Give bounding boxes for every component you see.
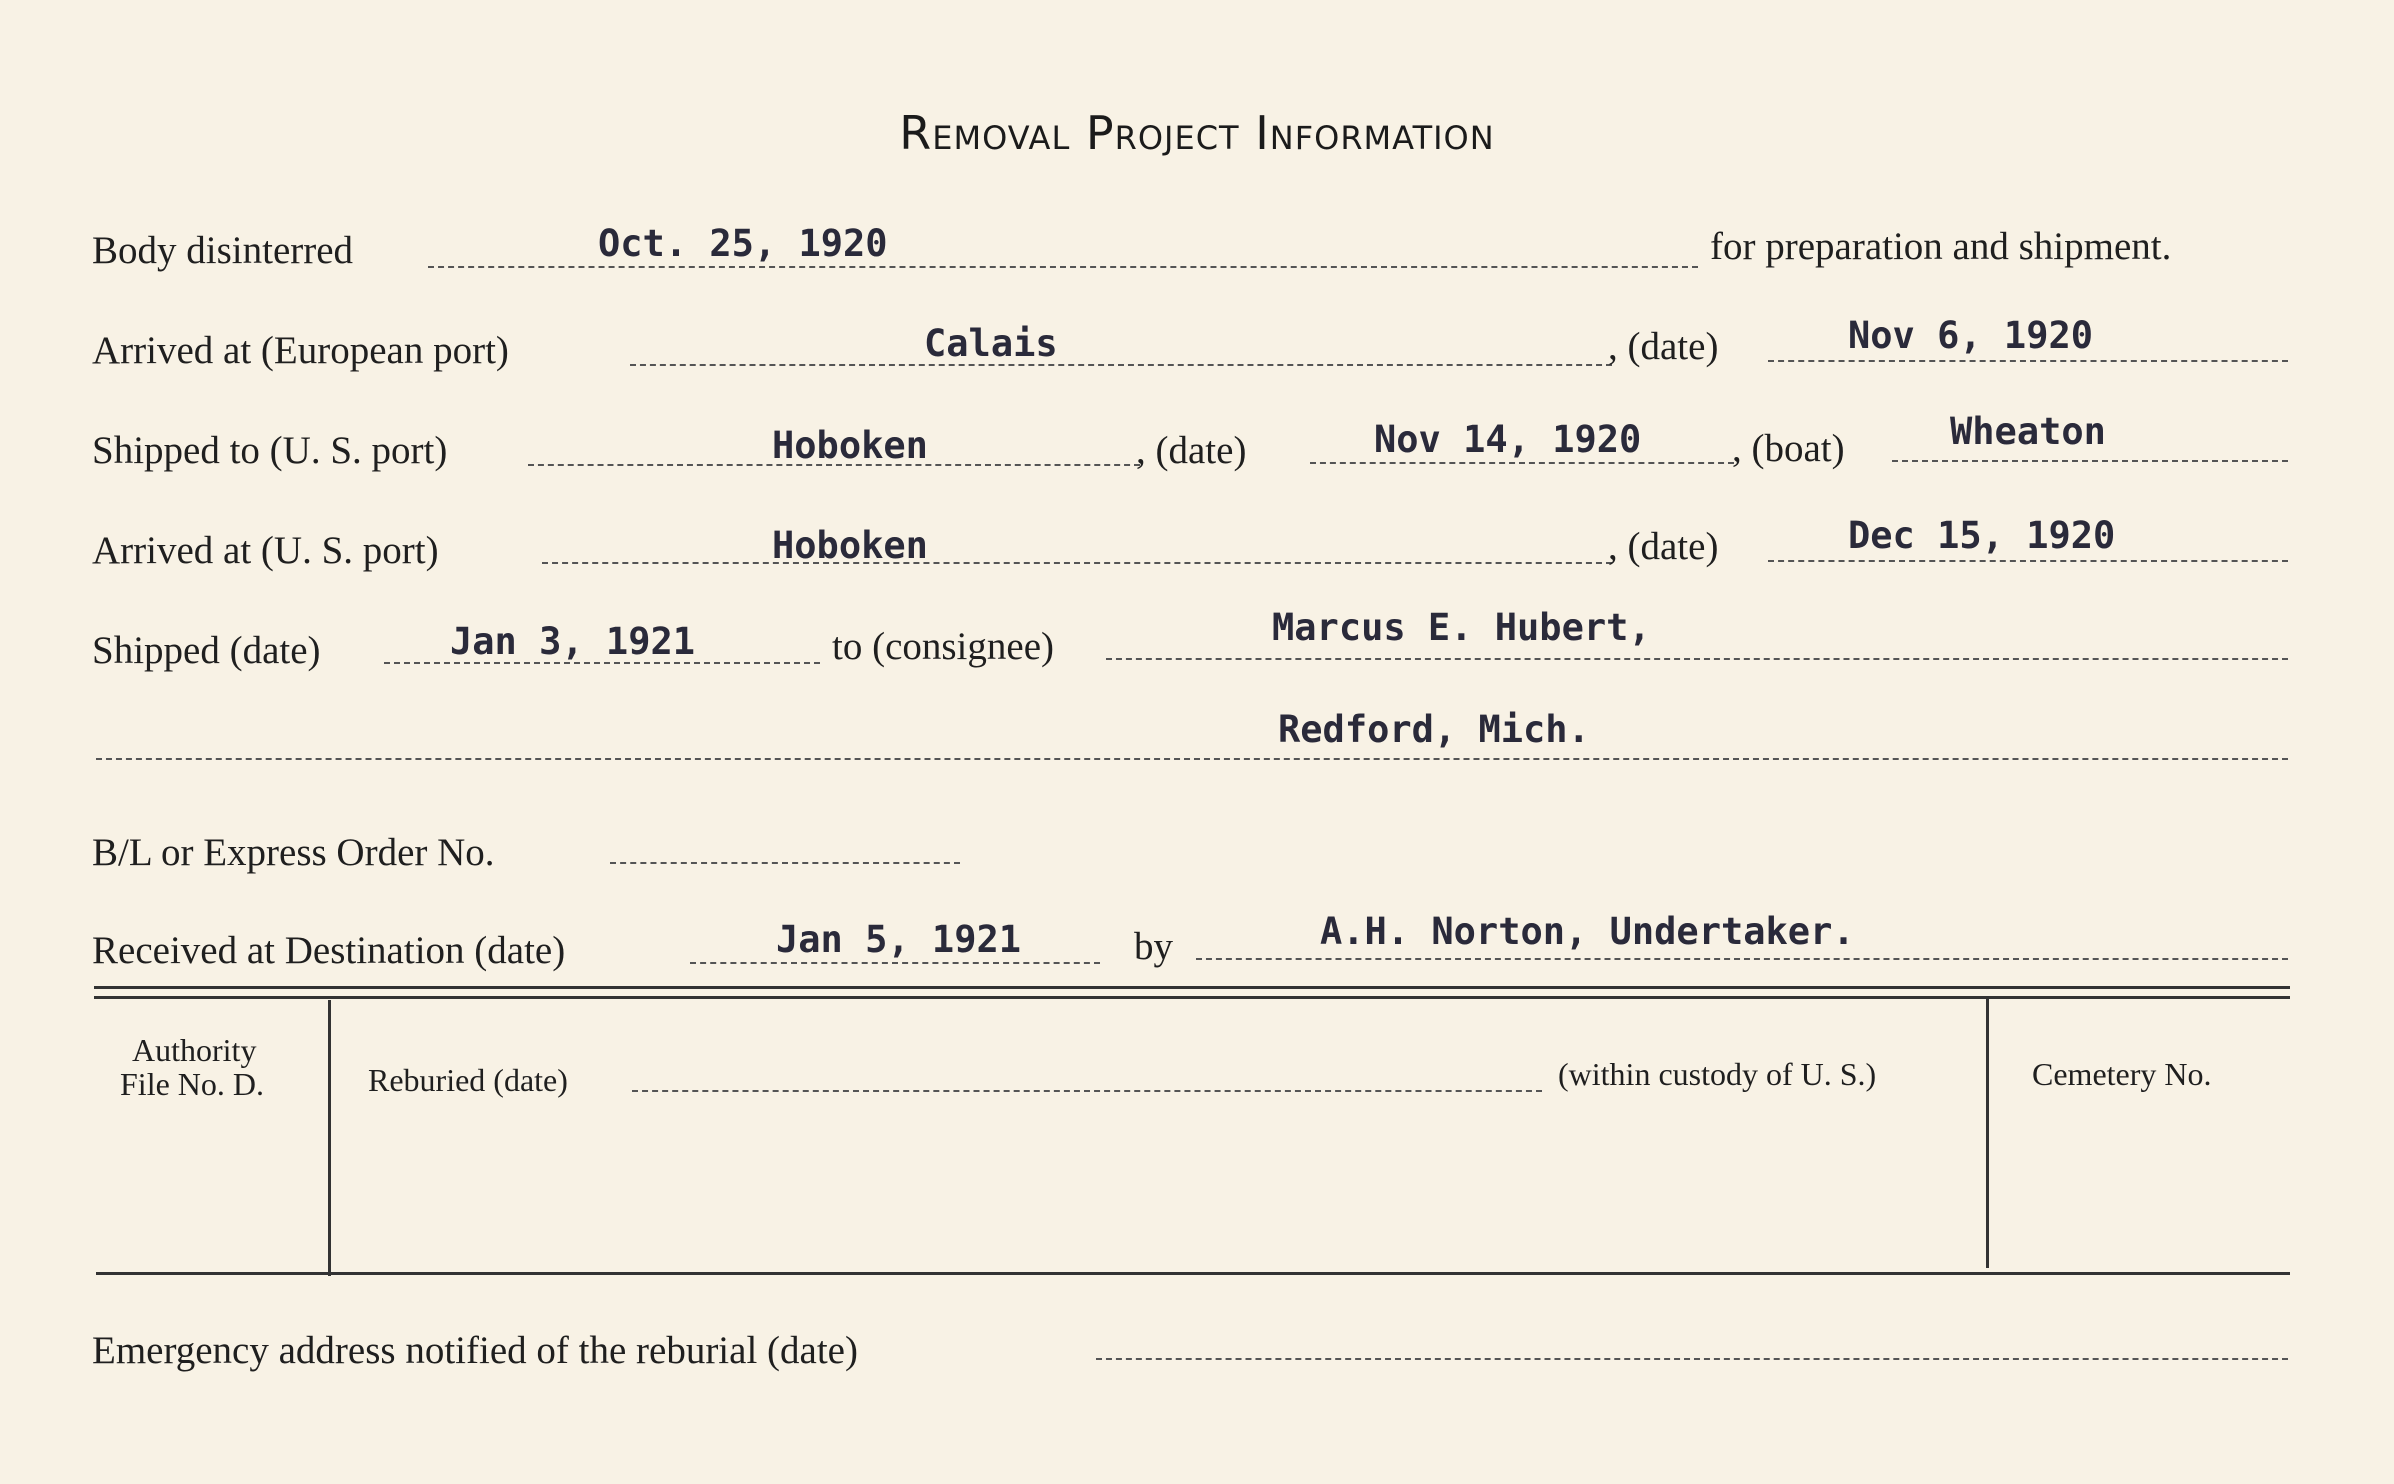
body-disinterred-label: Body disinterred <box>92 229 354 272</box>
arrived-us-date-label: , (date) <box>1608 525 1719 568</box>
bl-order-label: B/L or Express Order No. <box>92 831 495 874</box>
arrived-us-line <box>542 562 1612 564</box>
emergency-line <box>1096 1358 2288 1360</box>
shipped-us-date-line <box>1310 462 1734 464</box>
received-by-line <box>1196 958 2288 960</box>
shipped-us-date: Nov 14, 1920 <box>1374 418 1642 461</box>
arrived-us-date-line <box>1768 560 2288 562</box>
received-value: Jan 5, 1921 <box>776 918 1022 961</box>
emergency-label: Emergency address notified of the reburial (date) <box>92 1329 858 1372</box>
shipped-us-boat-label: , (boat) <box>1732 427 1845 470</box>
body-disinterred-line <box>428 266 1698 268</box>
arrived-us-date: Dec 15, 1920 <box>1848 514 2116 557</box>
shipped-date-label: Shipped (date) <box>92 629 321 672</box>
body-disinterred-value: Oct. 25, 1920 <box>598 222 888 265</box>
shipped-us-value: Hoboken <box>772 424 928 467</box>
arrived-european-line <box>630 364 1612 366</box>
page-title: Removal Project Information <box>899 106 1495 160</box>
arrived-european-date: Nov 6, 1920 <box>1848 314 2094 357</box>
consignee-line <box>1106 658 2288 660</box>
double-rule-bottom <box>94 996 2290 999</box>
double-rule-top <box>94 986 2290 989</box>
authority-label-1: Authority <box>132 1032 257 1068</box>
shipped-us-boat: Wheaton <box>1950 410 2106 453</box>
box-bottom-rule <box>96 1272 2290 1275</box>
box-divider-right <box>1986 996 1989 1268</box>
body-disinterred-suffix: for preparation and shipment. <box>1710 225 2172 268</box>
received-label: Received at Destination (date) <box>92 929 566 972</box>
box-divider-left <box>328 1000 331 1276</box>
consignee-value: Marcus E. Hubert, <box>1272 606 1651 649</box>
received-line <box>690 962 1100 964</box>
cemetery-label: Cemetery No. <box>2032 1056 2212 1092</box>
reburied-label: Reburied (date) <box>368 1062 568 1098</box>
bl-order-line <box>610 862 960 864</box>
arrived-european-value: Calais <box>924 322 1058 365</box>
arrived-european-date-line <box>1768 360 2288 362</box>
received-by-value: A.H. Norton, Undertaker. <box>1320 910 1855 953</box>
arrived-european-date-label: , (date) <box>1608 325 1719 368</box>
arrived-us-value: Hoboken <box>772 524 928 567</box>
shipped-us-boat-line <box>1892 460 2288 462</box>
arrived-us-label: Arrived at (U. S. port) <box>92 529 439 572</box>
consignee-value-line2: Redford, Mich. <box>1278 708 1590 751</box>
shipped-date-value: Jan 3, 1921 <box>450 620 696 663</box>
shipped-us-label: Shipped to (U. S. port) <box>92 429 448 472</box>
shipped-us-date-label: , (date) <box>1136 429 1247 472</box>
received-by-label: by <box>1134 925 1173 968</box>
arrived-european-label: Arrived at (European port) <box>92 329 509 372</box>
authority-label-2: File No. D. <box>120 1066 264 1102</box>
consignee-label: to (consignee) <box>832 625 1055 668</box>
consignee-line-2 <box>96 758 2288 760</box>
custody-label: (within custody of U. S.) <box>1558 1056 1877 1092</box>
reburied-line <box>632 1090 1542 1092</box>
